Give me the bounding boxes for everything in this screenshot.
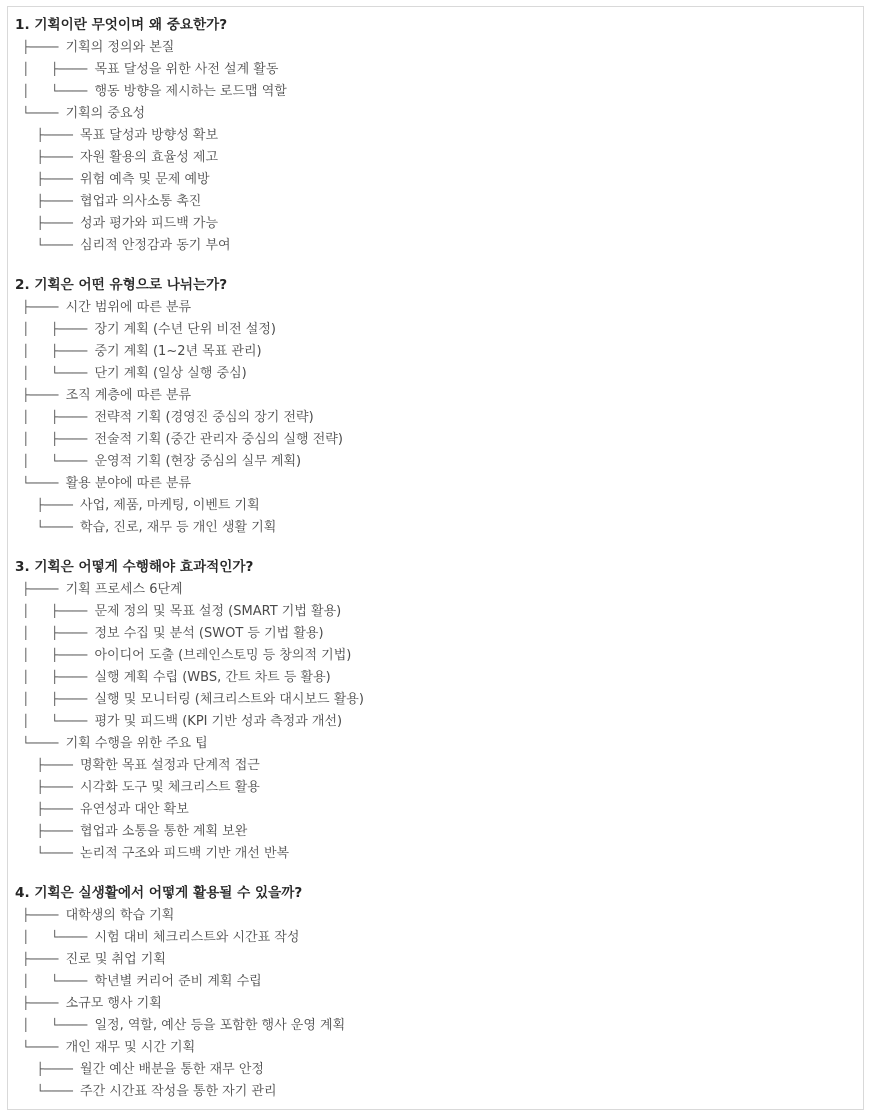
tree-branch: │ └────: [15, 714, 95, 728]
tree-item-label: 정보 수집 및 분석 (SWOT 등 기법 활용): [94, 626, 324, 641]
tree-item-label: 활용 분야에 따른 분류: [65, 476, 191, 491]
tree-row: [15, 362, 868, 384]
tree-item-label: 일정, 역할, 예산 등을 포함한 행사 운영 계획: [94, 1018, 346, 1033]
tree-row: [15, 732, 868, 754]
tree-row: [15, 472, 868, 494]
tree-branch: ├────: [15, 824, 81, 838]
tree-branch: │ ├────: [15, 604, 95, 618]
tree-row: [15, 516, 868, 538]
tree-branch: ├────: [15, 582, 66, 596]
tree-branch: ├────: [15, 780, 81, 794]
tree-row: [15, 948, 868, 970]
section-title: 4. 기획은 실생활에서 어떻게 활용될 수 있을까?: [15, 885, 303, 901]
tree-row: [15, 622, 868, 644]
tree-branch: │ ├────: [15, 344, 95, 358]
tree-row: [15, 776, 868, 798]
tree-item-label: 시각화 도구 및 체크리스트 활용: [80, 780, 260, 795]
tree-item-label: 사업, 제품, 마케팅, 이벤트 기획: [80, 498, 260, 513]
tree-branch: │ ├────: [15, 432, 95, 446]
tree-row: [15, 80, 868, 102]
tree-row: [15, 600, 868, 622]
tree-row: [15, 798, 868, 820]
tree-item-label: 행동 방향을 제시하는 로드맵 역할: [94, 84, 287, 99]
tree-branch: ├────: [15, 758, 81, 772]
tree-branch: │ └────: [15, 454, 95, 468]
tree-branch: │ ├────: [15, 626, 95, 640]
tree-item-label: 기획의 정의와 본질: [65, 40, 175, 55]
section-1: [15, 14, 868, 256]
tree-branch: └────: [15, 238, 81, 252]
tree-item-label: 평가 및 피드백 (KPI 기반 성과 측정과 개선): [94, 714, 343, 729]
tree-branch: └────: [15, 846, 81, 860]
tree-row: [15, 190, 868, 212]
tree-row: [15, 1014, 868, 1036]
tree-item-label: 장기 계획 (수년 단위 비전 설정): [94, 322, 276, 337]
tree-item-label: 심리적 안정감과 동기 부여: [80, 238, 231, 253]
tree-branch: ├────: [15, 952, 66, 966]
tree-branch: ├────: [15, 172, 81, 186]
tree-item-label: 전략적 기획 (경영진 중심의 장기 전략): [94, 410, 314, 425]
tree-branch: ├────: [15, 908, 66, 922]
tree-item-label: 성과 평가와 피드백 가능: [80, 216, 219, 231]
tree-branch: │ ├────: [15, 410, 95, 424]
tree-item-label: 기획 수행을 위한 주요 팁: [65, 736, 208, 751]
section-title: 1. 기획이란 무엇이며 왜 중요한가?: [15, 17, 228, 33]
tree-row: [15, 124, 868, 146]
tree-branch: ├────: [15, 1062, 81, 1076]
tree-row: [15, 494, 868, 516]
tree-branch: │ └────: [15, 366, 95, 380]
tree-branch: │ └────: [15, 974, 95, 988]
tree-branch: ├────: [15, 802, 81, 816]
tree-row: [15, 384, 868, 406]
tree-branch: └────: [15, 736, 66, 750]
tree-row: [15, 688, 868, 710]
tree-item-label: 문제 정의 및 목표 설정 (SMART 기법 활용): [94, 604, 342, 619]
tree-branch: ├────: [15, 498, 81, 512]
outline-document: [15, 14, 868, 1120]
tree-branch: │ └────: [15, 84, 95, 98]
tree-row: [15, 146, 868, 168]
tree-item-label: 기획 프로세스 6단계: [65, 582, 183, 597]
tree-row: [15, 710, 868, 732]
section-3: [15, 556, 868, 864]
tree-row: [15, 842, 868, 864]
tree-row: [15, 296, 868, 318]
tree-branch: └────: [15, 106, 66, 120]
tree-item-label: 중기 계획 (1~2년 목표 관리): [94, 344, 262, 359]
tree-row: [15, 970, 868, 992]
tree-item-label: 학년별 커리어 준비 계획 수립: [94, 974, 262, 989]
tree-row: [15, 1080, 868, 1102]
tree-row: [15, 754, 868, 776]
tree-item-label: 협업과 소통을 통한 계획 보완: [80, 824, 248, 839]
tree-item-label: 주간 시간표 작성을 통한 자기 관리: [80, 1084, 277, 1099]
tree-item-label: 아이디어 도출 (브레인스토밍 등 창의적 기법): [94, 648, 352, 663]
tree-item-label: 유연성과 대안 확보: [80, 802, 189, 817]
tree-branch: │ └────: [15, 1018, 95, 1032]
tree-row: [15, 450, 868, 472]
tree-item-label: 자원 활용의 효율성 제고: [80, 150, 219, 165]
tree-row: [15, 1036, 868, 1058]
tree-row: [15, 340, 868, 362]
tree-row: [15, 168, 868, 190]
tree-row: [15, 428, 868, 450]
tree-branch: ├────: [15, 194, 81, 208]
tree-item-label: 위험 예측 및 문제 예방: [80, 172, 210, 187]
tree-branch: ├────: [15, 128, 81, 142]
tree-row: [15, 406, 868, 428]
tree-branch: ├────: [15, 388, 66, 402]
tree-item-label: 단기 계획 (일상 실행 중심): [94, 366, 247, 381]
tree-item-label: 실행 및 모니터링 (체크리스트와 대시보드 활용): [94, 692, 364, 707]
tree-branch: ├────: [15, 216, 81, 230]
tree-branch: └────: [15, 1040, 66, 1054]
tree-row: [15, 820, 868, 842]
tree-row: [15, 904, 868, 926]
section-4: [15, 882, 868, 1102]
tree-row: [15, 58, 868, 80]
tree-item-label: 목표 달성과 방향성 확보: [80, 128, 219, 143]
tree-row: [15, 578, 868, 600]
tree-item-label: 명확한 목표 설정과 단계적 접근: [80, 758, 260, 773]
tree-item-label: 협업과 의사소통 촉진: [80, 194, 202, 209]
tree-row: [15, 992, 868, 1014]
tree-item-label: 논리적 구조와 피드백 기반 개선 반복: [80, 846, 290, 861]
section-title: 2. 기획은 어떤 유형으로 나뉘는가?: [15, 277, 228, 293]
tree-item-label: 개인 재무 및 시간 기획: [65, 1040, 196, 1055]
tree-row: [15, 212, 868, 234]
tree-row: [15, 234, 868, 256]
tree-item-label: 목표 달성을 위한 사전 설계 활동: [94, 62, 279, 77]
tree-branch: │ ├────: [15, 648, 95, 662]
tree-item-label: 대학생의 학습 기획: [65, 908, 175, 923]
tree-item-label: 기획의 중요성: [65, 106, 146, 121]
tree-branch: └────: [15, 1084, 81, 1098]
tree-item-label: 실행 계획 수립 (WBS, 간트 차트 등 활용): [94, 670, 331, 685]
tree-branch: ├────: [15, 150, 81, 164]
tree-item-label: 학습, 진로, 재무 등 개인 생활 기획: [80, 520, 277, 535]
tree-row: [15, 36, 868, 58]
tree-branch: ├────: [15, 40, 66, 54]
tree-branch: │ ├────: [15, 62, 95, 76]
tree-branch: ├────: [15, 996, 66, 1010]
tree-branch: └────: [15, 520, 81, 534]
tree-branch: │ ├────: [15, 692, 95, 706]
tree-item-label: 운영적 기획 (현장 중심의 실무 계획): [94, 454, 302, 469]
tree-item-label: 전술적 기획 (중간 관리자 중심의 실행 전략): [94, 432, 343, 447]
tree-row: [15, 666, 868, 688]
tree-branch: ├────: [15, 300, 66, 314]
tree-row: [15, 644, 868, 666]
tree-item-label: 시험 대비 체크리스트와 시간표 작성: [94, 930, 300, 945]
tree-item-label: 월간 예산 배분을 통한 재무 안정: [80, 1062, 264, 1077]
section-2: [15, 274, 868, 538]
tree-branch: │ ├────: [15, 670, 95, 684]
tree-row: [15, 1058, 868, 1080]
tree-item-label: 진로 및 취업 기획: [65, 952, 166, 967]
tree-row: [15, 318, 868, 340]
tree-row: [15, 102, 868, 124]
tree-branch: └────: [15, 476, 66, 490]
tree-row: [15, 926, 868, 948]
section-title: 3. 기획은 어떻게 수행해야 효과적인가?: [15, 559, 254, 575]
tree-item-label: 조직 계층에 따른 분류: [65, 388, 191, 403]
tree-branch: │ └────: [15, 930, 95, 944]
tree-branch: │ ├────: [15, 322, 95, 336]
tree-item-label: 시간 범위에 따른 분류: [65, 300, 191, 315]
tree-item-label: 소규모 행사 기획: [65, 996, 162, 1011]
